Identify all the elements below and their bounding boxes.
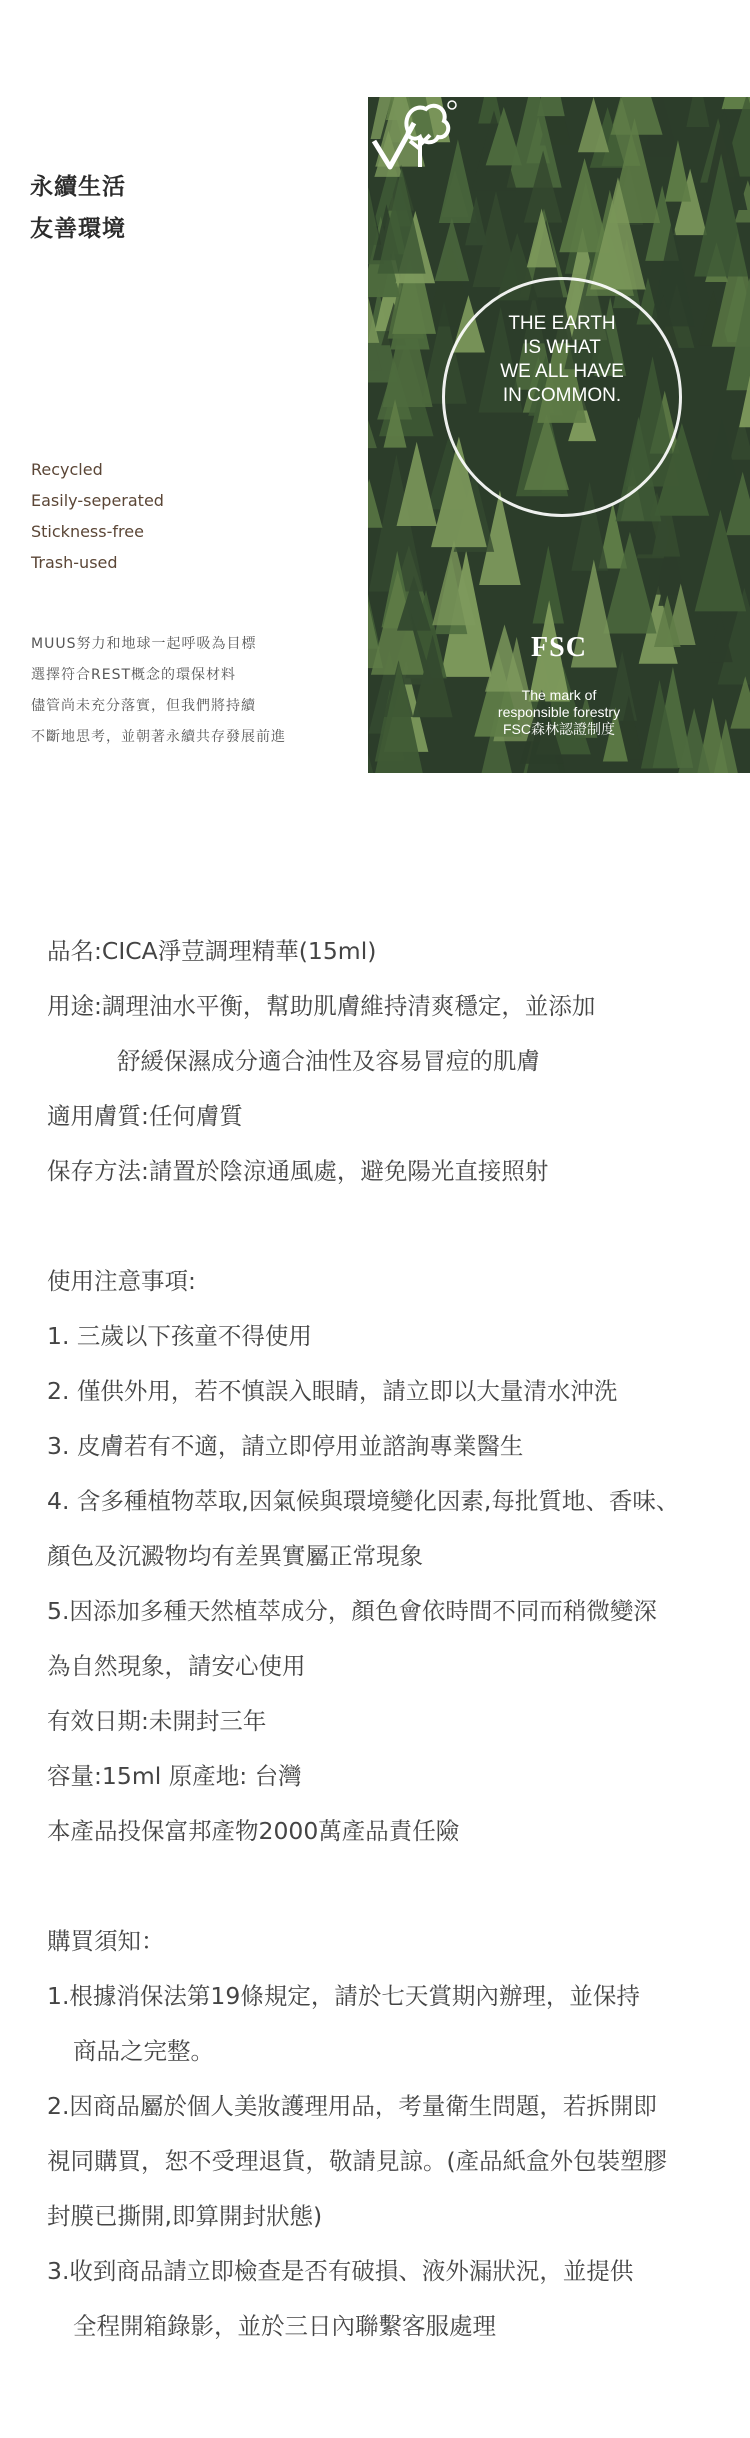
mission-statement (31, 629, 286, 753)
fsc-caption-line: FSC森林認證制度 (503, 721, 615, 737)
purchase-item-cont: 商品之完整。 (73, 2037, 214, 2065)
feature-item: Easily-seperated (31, 491, 164, 510)
caution-item: 3. 皮膚若有不適，請立即停用並諮詢專業醫生 (47, 1432, 524, 1460)
feature-item: Stickness-free (31, 522, 144, 541)
purchase-item: 1.根據消保法第19條規定，請於七天賞期內辦理，並保持 (47, 1982, 640, 2010)
fsc-tree-checkmark-icon (368, 97, 468, 177)
tree-shape (368, 479, 382, 528)
caution-item: 5.因添加多種天然植萃成分，顏色會依時間不同而稍微變深 (47, 1597, 657, 1625)
product-name: 品名:CICA淨荳調理精華(15ml) (47, 937, 377, 965)
tree-shape (537, 97, 565, 116)
tree-shape (478, 97, 502, 124)
mission-line: 儘管尚未充分落實，但我們將持續 (31, 698, 256, 714)
slogan-text (442, 312, 682, 408)
insurance: 本產品投保富邦產物2000萬產品責任險 (47, 1817, 460, 1845)
product-usage-cont: 舒緩保濕成分適合油性及容易冒痘的肌膚 (117, 1047, 540, 1075)
skin-type: 適用膚質:任何膚質 (47, 1102, 243, 1130)
slogan-line: IN COMMON. (502, 385, 622, 406)
fsc-caption-line: responsible forestry (497, 704, 621, 720)
tree-shape (686, 97, 709, 127)
mission-line: 不斷地思考，並朝著永續共存發展前進 (31, 729, 286, 745)
tree-shape (610, 97, 662, 135)
fsc-caption-line: The mark of (521, 687, 597, 703)
product-usage: 用途:調理油水平衡，幫助肌膚維持清爽穩定，並添加 (47, 992, 596, 1020)
slogan-line: WE ALL HAVE (500, 361, 624, 382)
feature-item: Trash-used (31, 553, 118, 572)
hero-section (0, 0, 750, 780)
heading-line: 友善環境 (30, 216, 126, 242)
caution-item-cont: 為自然現象，請安心使用 (47, 1652, 306, 1680)
forest-image (368, 97, 750, 773)
feature-item: Recycled (31, 460, 103, 479)
slogan-line: IS WHAT (523, 337, 601, 358)
mission-line: 選擇符合REST概念的環保材料 (31, 667, 237, 683)
purchase-title: 購買須知： (47, 1927, 165, 1955)
purchase-item: 3.收到商品請立即檢查是否有破損、液外漏狀況，並提供 (47, 2257, 634, 2285)
volume-origin: 容量:15ml 原產地: 台灣 (47, 1762, 302, 1790)
feature-list (31, 454, 164, 578)
tree-shape (368, 388, 377, 448)
fsc-logo-text: FSC (531, 632, 587, 663)
cautions-title: 使用注意事項: (47, 1267, 196, 1295)
tree-shape (726, 472, 750, 535)
purchase-item-cont: 封膜已撕開,即算開封狀態) (47, 2202, 323, 2230)
caution-item-cont: 顏色及沉澱物均有差異實屬正常現象 (47, 1542, 423, 1570)
slogan-line: THE EARTH (508, 313, 616, 334)
tree-shape (707, 418, 737, 480)
purchase-item-cont: 視同購買，恕不受理退貨，敬請見諒。(產品紙盒外包裝塑膠 (47, 2147, 668, 2175)
purchase-item-cont: 全程開箱錄影，並於三日內聯繫客服處理 (73, 2312, 496, 2340)
purchase-item: 2.因商品屬於個人美妝護理用品，考量衛生問題，若拆開即 (47, 2092, 657, 2120)
tree-shape (435, 218, 470, 281)
caution-item: 4. 含多種植物萃取,因氣候與環境變化因素,每批質地、香味、 (47, 1487, 680, 1515)
storage-method: 保存方法:請置於陰涼通風處，避免陽光直接照射 (47, 1157, 549, 1185)
mission-line: MUUS努力和地球一起呼吸為目標 (31, 636, 257, 652)
caution-item: 1. 三歲以下孩童不得使用 (47, 1322, 312, 1350)
heading-line: 永續生活 (30, 174, 126, 200)
expiry: 有效日期:未開封三年 (47, 1707, 267, 1735)
hero-heading (30, 166, 126, 250)
fsc-caption (368, 687, 750, 738)
caution-item: 2. 僅供外用，若不慎誤入眼睛，請立即以大量清水沖洗 (47, 1377, 618, 1405)
